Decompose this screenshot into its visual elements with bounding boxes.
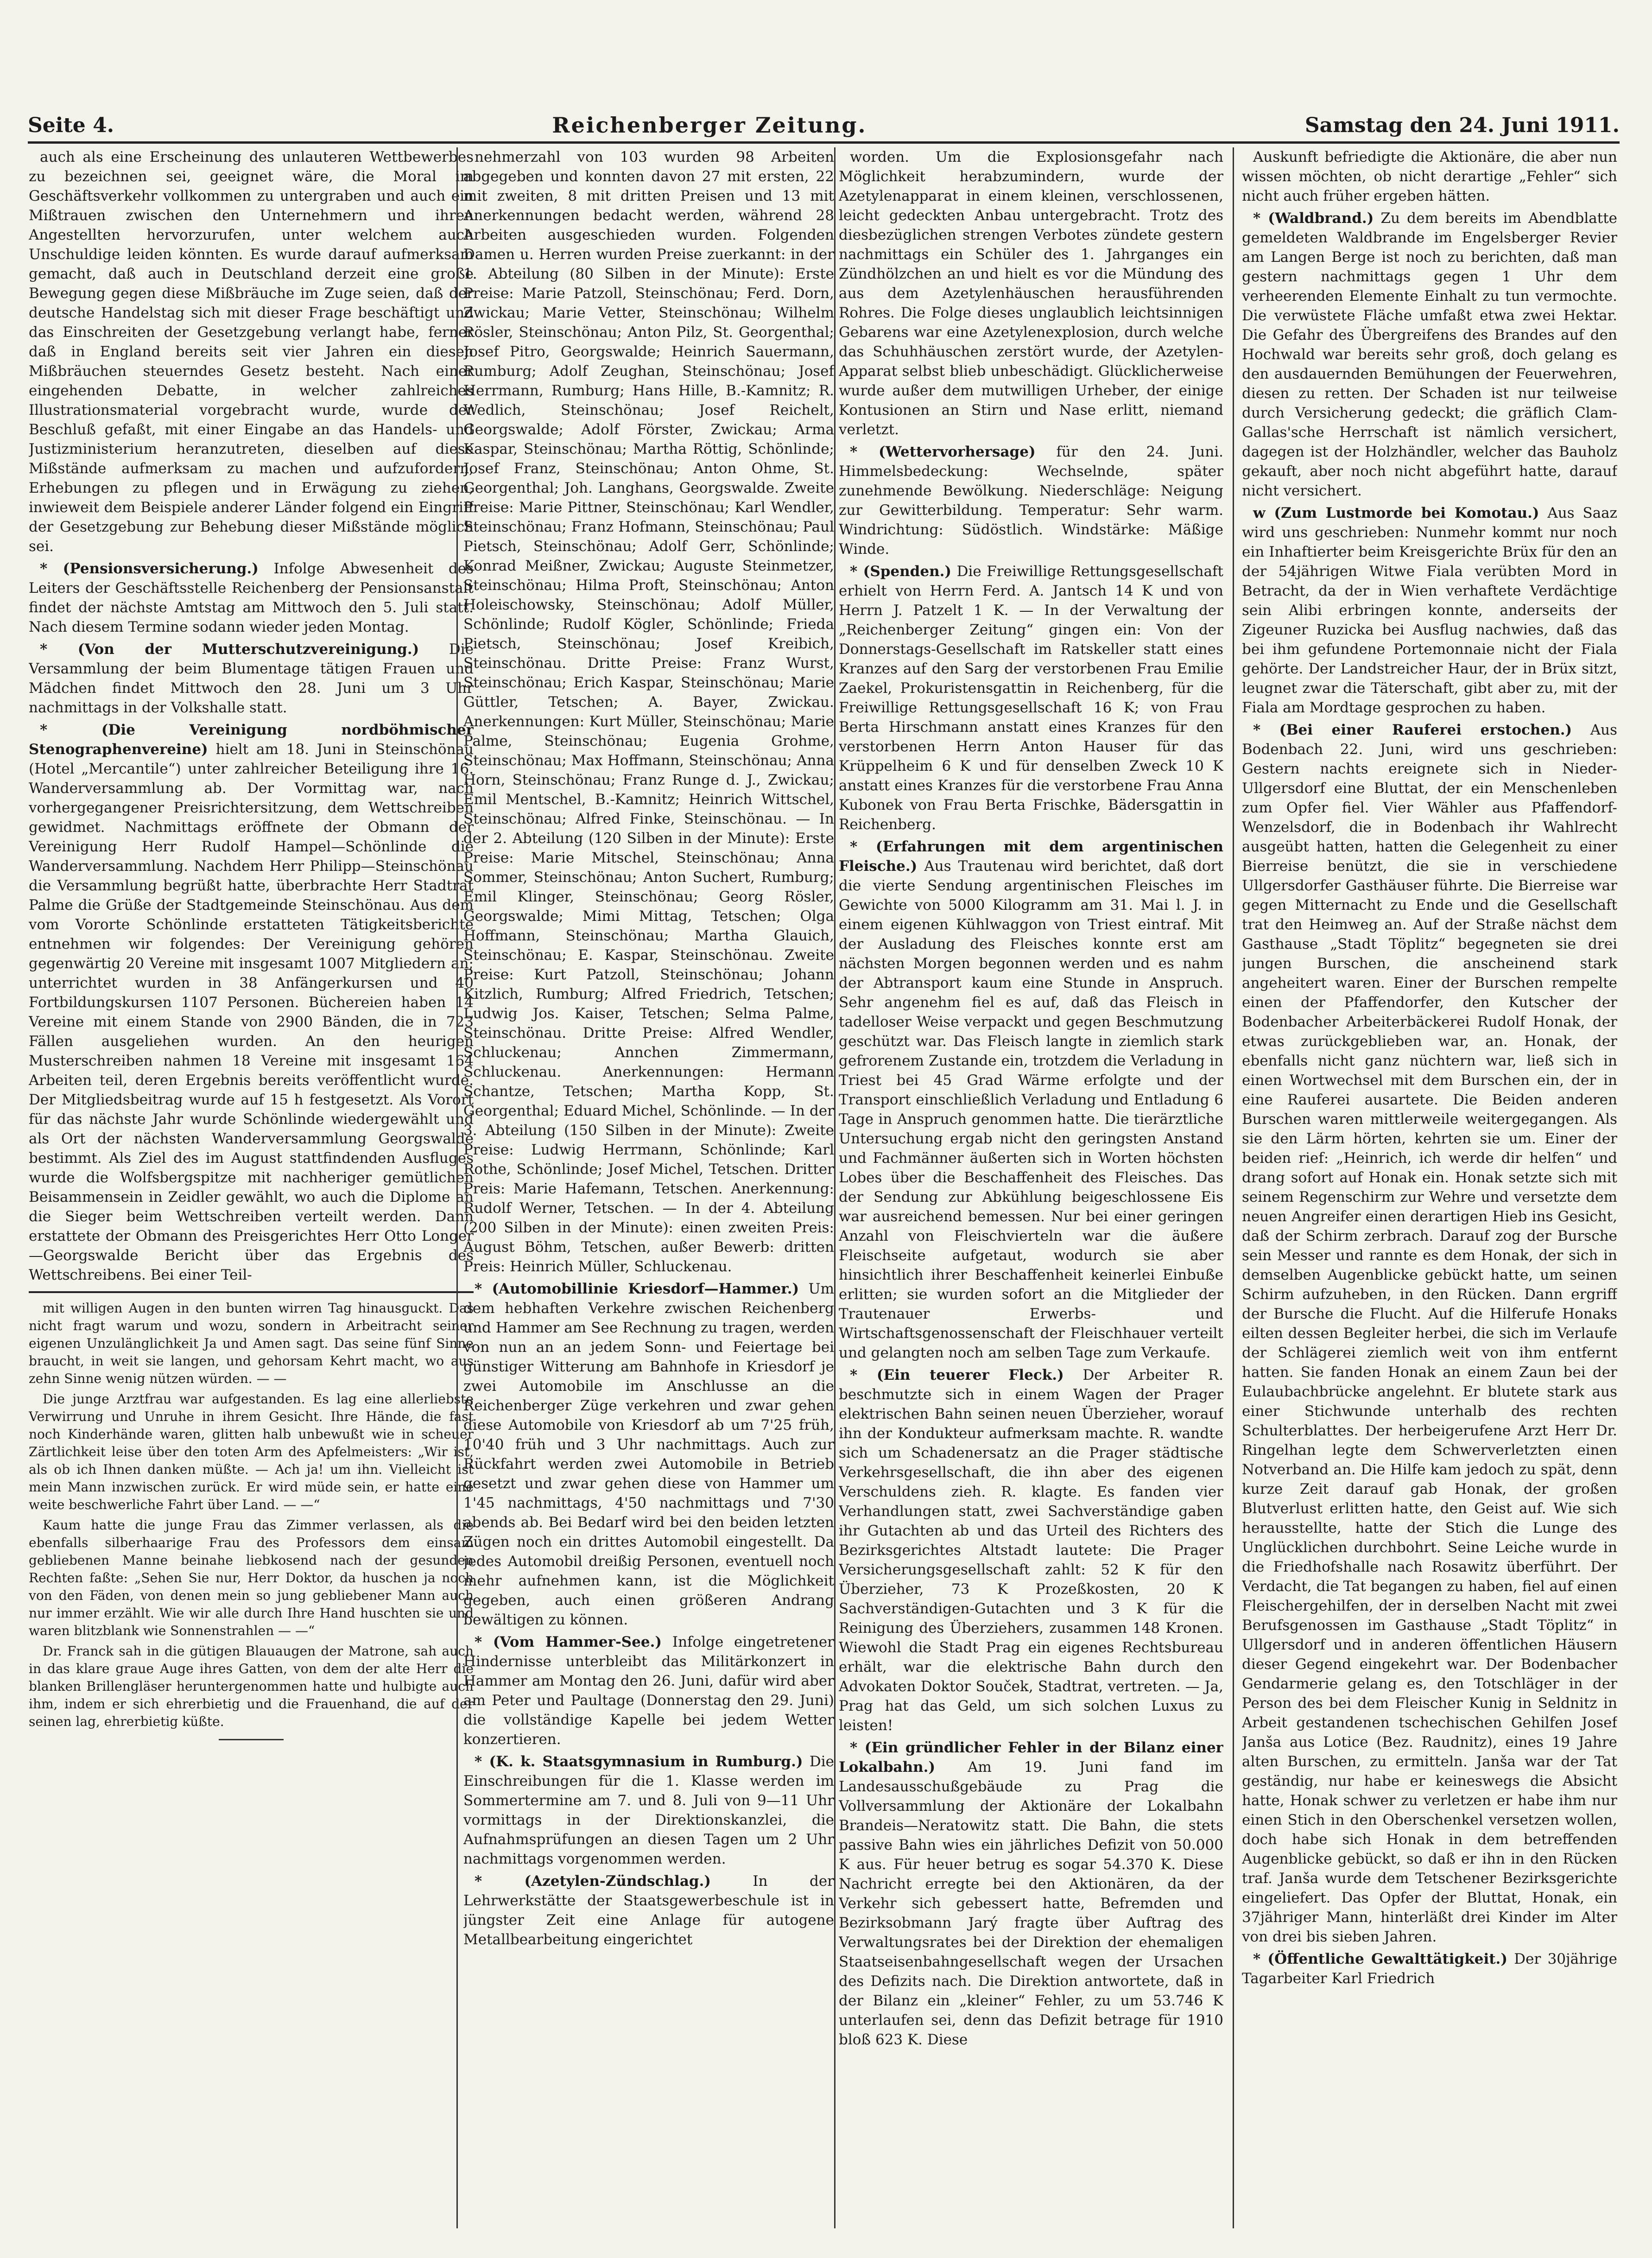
article-heading: * (Wettervorhersage) (850, 444, 1036, 460)
article-text: hielt am 18. Juni in Steinschönau (Hotel „Mercantile“) unter zahlreicher Beteiligung ihre 16. Wanderversammlung ab. Der Vormittag war, nach vorhergegangener Preisrichtersitzung, dem Wettschreiben gewidmet. Nachmittags eröffnete der Obmann der Vereinigung Herr Rudolf Hampel—Schönlinde die Wanderversammlung. Nachdem Herr Philipp—Steinschönau die Versammlung begrüßt hatte, überbrachte Herr Stadtrat Palme die Grüße der Stadtgemeinde Steinschönau. Aus dem vom Vororte Schönlinde erstatteten Tätigkeitsberichte entnehmen wir folgendes: Der Vereinigung gehören gegenwärtig 20 Vereine mit insgesamt 1007 Mitgliedern an; unterrichtet wurden in 38 Anfängerkursen und 40 Fortbildungskursen 1107 Personen. Büchereien haben 14 Vereine mit einem Stande von 2900 Bänden, die in 723 Fällen ausgeliehen wurden. An den heurigen Musterschreiben nahmen 18 Vereine mit insgesamt 164 Arbeiten teil, deren Ergebnis bereits veröffentlicht wurde. Der Mitgliedsbeitrag wurde auf 15 h festgesetzt. Als Vorort für das nächste Jahr wurde Schönlinde wiedergewählt und als Ort der nächsten Wanderversammlung Georgswalde bestimmt. Als Ziel des im August stattfindenden Ausfluges wurde die Wolfsbergspitze mit nachheriger gemütlichen Beisammensein in Zeidler gewählt, wo auch die Diplome an die Sieger beim Wettschreiben verteilt werden. Dann erstattete der Obmann des Preisgerichtes Herr Otto Longer—Georgswalde Bericht über das Ergebnis des Wettschreibens. Bei einer Teil- (29, 741, 474, 1283)
article-paragraph (1242, 720, 1617, 1947)
article-text: nehmerzahl von 103 wurden 98 Arbeiten abgegeben und konnten davon 27 mit ersten, 22 mit zweiten, 8 mit dritten Preisen und 13 mit Anerkennungen bedacht werden, während 28 Arbeiten ausgeschieden wurden. Folgenden Damen u. Herren wurden Preise zuerkannt: in der 1. Abteilung (80 Silben in der Minute): Erste Preise: Marie Patzoll, Steinschönau; Ferd. Dorn, Zwickau; Marie Vetter, Steinschönau; Wilhelm Rösler, Steinschönau; Anton Pilz, St. Georgenthal; Josef Pitro, Georgswalde; Heinrich Sauermann, Rumburg; Adolf Zeughan, Steinschönau; Josef Herrmann, Rumburg; Hans Hille, B.-Kamnitz; R. Wedlich, Steinschönau; Josef Reichelt, Georgswalde; Adolf Förster, Zwickau; Arma Kaspar, Steinschönau; Martha Röttig, Schönlinde; Josef Franz, Steinschönau; Anton Ohme, St. Georgenthal; Joh. Langhans, Georgswalde. Zweite Preise: Marie Pittner, Steinschönau; Karl Wendler, Steinschönau; Franz Hofmann, Steinschönau; Paul Pietsch, Steinschönau; Adolf Gerr, Schönlinde; Konrad Meißner, Zwickau; Auguste Steinmetzer, Steinschönau; Hilma Proft, Steinschönau; Anton Holeischowsky, Steinschönau; Adolf Müller, Schönlinde; Rudolf Kögler, Schönlinde; Frieda Pietsch, Steinschönau; Josef Kreibich, Steinschönau. Dritte Preise: Franz Wurst, Steinschönau; Erich Kaspar, Steinschönau; Marie Güttler, Tetschen; A. Bayer, Zwickau. Anerkennungen: Kurt Müller, Steinschönau; Marie Palme, Steinschönau; Eugenia Grohme, Steinschönau; Max Hoffmann, Steinschönau; Anna Horn, Steinschönau; Franz Runge d. J., Zwickau; Emil Mentschel, B.-Kamnitz; Heinrich Wittschel, Steinschönau; Alfred Finke, Steinschönau. — In der 2. Abteilung (120 Silben in der Minute): Erste Preise: Marie Mitschel, Steinschönau; Anna Sommer, Steinschönau; Anton Suchert, Rumburg; Emil Klinger, Steinschönau; Georg Rösler, Georgswalde; Mimi Mittag, Tetschen; Olga Hoffmann, Steinschönau; Martha Glauich, Steinschönau; E. Kaspar, Steinschönau. Zweite Preise: Kurt Patzoll, Steinschönau; Johann Kitzlich, Rumburg; Alfred Friedrich, Tetschen; Ludwig Jos. Kaiser, Tetschen; Selma Palme, Steinschönau. Dritte Preise: Alfred Wendler, Schluckenau; Annchen Zimmermann, Schluckenau. Anerkennungen: Hermann Schantze, Tetschen; Martha Kopp, St. Georgenthal; Eduard Michel, Schönlinde. — In der 3. Abteilung (150 Silben in der Minute): Zweite Preise: Ludwig Herrmann, Schönlinde; Karl Rothe, Schönlinde; Josef Michel, Tetschen. Dritter Preis: Marie Hafemann, Tetschen. Anerkennung: Rudolf Werner, Tetschen. — In der 4. Abteilung (200 Silben in der Minute): einen zweiten Preis: August Böhm, Tetschen, außer Bewerb: dritten Preis: Heinrich Müller, Schluckenau. (463, 149, 834, 1275)
article-text: Aus Bodenbach 22. Juni, wird uns geschrieben: Gestern nachts ereignete sich in Nieder-Ullgersdorf eine Bluttat, der ein Menschenleben zum Opfer fiel. Vier Wähler aus Pfaffendorf-Wenzelsdorf, die in Bodenbach ihr Wahlrecht ausgeübt hatten, hatten die Gelegenheit zu einer Bierreise benützt, die sie in verschiedene Ullgersdorfer Gasthäuser führte. Die Bierreise war gegen Mitternacht zu Ende und die Gesellschaft trat den Heimweg an. Auf der Straße nächst dem Gasthause „Stadt Töplitz“ begegneten sie drei jungen Burschen, die anscheinend stark angeheitert waren. Einer der Burschen rempelte einen der Pfaffendorfer, den Kutscher der Bodenbacher Arbeiterbäckerei Rudolf Honak, der etwas zurückgeblieben war, an. Honak, der ebenfalls nicht ganz nüchtern war, ließ sich in einen Wortwechsel mit dem Burschen ein, der in eine Rauferei ausartete. Die Beiden anderen Burschen waren mittlerweile weitergegangen. Als sie den Lärm hörten, kehrten sie um. Einer der beiden rief: „Heinrich, ich werde dir helfen“ und drang sofort auf Honak ein. Honak setzte sich mit seinem Regenschirm zur Wehre und versetzte dem neuen Angreifer einen derartigen Hieb ins Gesicht, daß der Schirm zerbrach. Darauf zog der Bursche sein Messer und rannte es dem Honak, der sich in demselben Augenblicke gebückt hatte, um seinen Schirm aufzuheben, in den Rücken. Dann ergriff der Bursche die Flucht. Auf die Hilferufe Honaks eilten dessen Begleiter herbei, die sich im Verlaufe der Schlägerei ziemlich weit von ihm entfernt hatten. Sie fanden Honak an einem Zaun bei der Eulaubachbrücke angelehnt. Er blutete stark aus einer Stichwunde unterhalb des rechten Schulterblattes. Der herbeigerufene Arzt Herr Dr. Ringelhan legte dem Schwerverletzten einen Notverband an. Die Hilfe kam jedoch zu spät, denn kurze Zeit darauf gab Honak, der großen Blutverlust erlitten hatte, den Geist auf. Wie sich herausstellte, hatte der Stich die Lunge des Unglücklichen durchbohrt. Seine Leiche wurde in die Friedhofshalle nach Rosawitz überführt. Der Verdacht, die Tat begangen zu haben, fiel auf einen Fleischergehilfen, der in derselben Nacht mit zwei Berufsgenossen im Gasthause „Stadt Töplitz“ in Ullgersdorf und in anderen öffentlichen Häusern dieser Gegend eingekehrt war. Der Bodenbacher Gendarmerie gelang es, den Totschläger in der Person des bei dem Fleischer Kunig in Seldnitz in Arbeit gestandenen tschechischen Gehilfen Josef Janša aus Lotice (Bez. Raudnitz), eines 19 Jahre alten Burschen, zu ermitteln. Janša war der Tat geständig, nur habe er keineswegs die Absicht hatte, Honak schwer zu verletzen er habe ihm nur einen Stich in den Oberschenkel versetzen wollen, doch habe sich Honak in dem betreffenden Augenblicke gebückt, so daß er ihn in den Rücken traf. Janša wurde dem Tetschener Bezirksgerichte eingeliefert. Das Opfer der Bluttat, Honak, ein 37jähriger Mann, hinterläßt drei Kinder im Alter von drei bis sieben Jahren. (1242, 722, 1617, 1945)
article-paragraph (463, 1752, 834, 1869)
article-heading: * (Öffentliche Gewalttätigkeit.) (1253, 1951, 1508, 1967)
article-text: Aus Trautenau wird berichtet, daß dort die vierte Sendung argentinischen Fleisches im Gewichte von 5000 Kilogramm am 31. Mai l. J. in einem eigenen Kühlwaggon von Triest eintraf. Mit der Ausladung des Fleisches konnte erst am nächsten Morgen begonnen werden und es nahm der Abtransport kaum eine Stunde in Anspruch. Sehr angenehm fiel es auf, daß das Fleisch in tadelloser Weise verpackt und gegen Beschmutzung geschützt war. Das Fleisch langte in ziemlich stark gefrorenem Zustande ein, trotzdem die Verladung in Triest bei 45 Grad Wärme erfolgte und der Transport einschließlich Verladung und Entladung 6 Tage in Anspruch genommen hatte. Die tierärztliche Untersuchung ergab nicht den geringsten Anstand und Fachmänner äußerten sich in Worten höchsten Lobes über die Beschaffenheit des Fleisches. Das der Sendung zur Abkühlung beigeschlossene Eis war ausreichend bemessen. Nur bei einer geringen Anzahl von Fleischvierteln war die äußere Fleischseite aufgetaut, wodurch sie aber hinsichtlich ihrer Beschaffenheit keinerlei Einbuße erlitten; sie wurden sofort an die Mitglieder der Trautenauer Erwerbs- und Wirtschaftsgenossenschaft der Fleischhauer verteilt und gelangten noch am selben Tage zum Verkaufe. (839, 858, 1223, 1361)
page-number: Seite 4. (28, 113, 114, 137)
newspaper-title: Reichenberger Zeitung. (552, 113, 867, 138)
column-3 (839, 147, 1223, 2228)
article-paragraph (463, 1632, 834, 1749)
article-text: Aus Saaz wird uns geschrieben: Nunmehr kommt nur noch ein Inhaftierter beim Kreisgerichte Brüx für den an der 54jährigen Witwe Fiala verübten Mord in Betracht, da der in Wien verhaftete Verdächtige sein Alibi erbringen konnte, anderseits der Zigeuner Ruzicka bei Ausflug nachwies, daß das bei ihm gefundene Portemonnaie nicht der Fiala gehörte. Der Landstreicher Haur, der in Brüx sitzt, leugnet zwar die Täterschaft, gibt aber zu, mit der Fiala am Mordtage gesprochen zu haben. (1242, 505, 1617, 716)
feuilleton-text: Die junge Arztfrau war aufgestanden. Es lag eine allerliebste Verwirrung und Unruhe in ihrem Gesicht. Ihre Hände, die fast noch Kinderhände waren, glitten halb unbewußt wie in scheuer Zärtlichkeit leise über den toten Arm des Apfelmeisters: „Wir ist, als ob ich Ihnen danken müßte. — Ach ja! um ihn. Vielleicht ist mein Mann inzwischen zurück. Er wird müde sein, er hatte eine weite beschwerliche Fahrt über Land. — —“ (29, 1391, 474, 1512)
article-paragraph (1242, 209, 1617, 501)
article-text: Zu dem bereits im Abendblatte gemeldeten Waldbrande im Engelsberger Revier am Langen Berge ist noch zu berichten, daß man gestern nachmittags gegen 1 Uhr dem verheerenden Elemente Einhalt zu tun vermochte. Die verwüstete Fläche umfaßt etwa zwei Hektar. Die Gefahr des Übergreifens des Brandes auf den Hochwald war bereits sehr groß, doch gelang es den ausdauernden Bemühungen der Feuerwehren, diesen zu retten. Der Schaden ist nur teilweise durch Versicherung gedeckt; die gräflich Clam-Gallas'sche Herrschaft ist nämlich versichert, dagegen ist der Holzhändler, welcher das Bauholz gekauft, aber noch nicht abgeführt hatte, darauf nicht versichert. (1242, 210, 1617, 499)
article-text: Um dem hebhaften Verkehre zwischen Reichenberg und Hammer am See Rechnung zu tragen, werden von nun an an jedem Sonn- und Feiertage bei günstiger Witterung am Bahnhofe in Kriesdorf je zwei Automobile im Anschlusse an die Reichenberger Züge verkehren und zwar gehen diese Automobile von Kriesdorf ab um 7'25 früh, 10'40 früh und 3 Uhr nachmittags. Auch zur Rückfahrt werden zwei Automobile in Betrieb gesetzt und zwar gehen diese von Hammer um 1'45 nachmittags, 4'50 nachmittags und 7'30 abends ab. Bei Bedarf wird bei den beiden letzten Zügen noch ein drittes Automobil eingestellt. Da jedes Automobil dreißig Personen, eventuell noch mehr aufnehmen kann, ist die Möglichkeit gegeben, auch einen größeren Andrang bewältigen zu können. (463, 1281, 834, 1628)
article-heading: * (Azetylen-Zündschlag.) (475, 1873, 711, 1890)
article-paragraph (1242, 503, 1617, 717)
masthead-rule (28, 141, 1620, 144)
article-paragraph (839, 442, 1223, 559)
article-text: Infolge eingetretener Hindernisse unterbleibt das Militärkonzert in Hammer am Montag den 26. Juni, dafür wird aber am Peter und Paultage (Donnerstag den 29. Juni) die vollständige Kapelle bei jedem Wetter konzertieren. (463, 1634, 834, 1748)
article-heading: * (Vom Hammer-See.) (475, 1634, 662, 1650)
feuilleton-text: Kaum hatte die junge Frau das Zimmer verlassen, als die ebenfalls silberhaarige Frau des Professors dem einsam gebliebenen Manne beinahe liebkosend nach der gesunden Rechten faßte: „Sehen Sie nur, Herr Doktor, da huschen ja noch von den Fäden, von denen mein so jung gebliebener Mann auch nur immer erzählt. Wie wir alle durch Ihre Hand huschten sie und waren blitzblank wie Sonnenstrahlen — —“ (29, 1517, 474, 1638)
end-rule (219, 1739, 284, 1740)
article-text: Der Arbeiter R. beschmutzte sich in einem Wagen der Prager elektrischen Bahn seinen neuen Überzieher, worauf ihn der Konduktеur aufmerksam machte. R. wandte sich um Schadenersatz an die Prager städtische Verkehrsgesellschaft, die ihn aber des eigenen Verschuldens zieh. R. klagte. Es fanden vier Verhandlungen statt, zwei Sachverständige gaben ihr Gutachten ab und das Urteil des Richters des Bezirksgerichtes Altstadt lautete: Die Prager Versicherungsgesellschaft zahlt: 52 K für den Überzieher, 73 K Prozeßkosten, 20 K Sachverständigen-Gutachten und 3 K für die Reinigung des Überziehers, zusammen 148 Kronen. Wiewohl die Stadt Prag ein eigenes Rechtsbureau erhält, war die elektrische Bahn durch den Advokaten Doktor Souček, Stadtrat, vertreten. — Ja, Prag hat das Geld, um sich solchen Luxus zu leisten! (839, 1367, 1223, 1734)
article-heading: * (Automobillinie Kriesdorf—Hammer.) (475, 1281, 799, 1297)
article-heading: * (Pensionsversicherung.) (40, 560, 259, 577)
article-paragraph (463, 1871, 834, 1949)
article-heading: * (Erfahrungen mit dem argentinischen Fleische.) (839, 838, 1223, 875)
article-paragraph (29, 640, 474, 717)
article-paragraph (839, 562, 1223, 834)
article-heading: * (Spenden.) (850, 563, 952, 580)
article-text: Der 30jährige Tagarbeiter Karl Friedrich (1242, 1951, 1617, 1987)
article-paragraph (839, 1738, 1223, 2049)
article-text: In der Lehrwerkstätte der Staatsgewerbeschule ist in jüngster Zeit eine Anlage für autogene Metallbearbeitung eingerichtet (463, 1873, 834, 1948)
article-heading: * (Bei einer Rauferei erstochen.) (1253, 722, 1572, 738)
article-heading: * (Ein teuerer Fleck.) (850, 1367, 1064, 1383)
article-text: Die Einschreibungen für die 1. Klasse werden im Sommertermine am 7. und 8. Juli von 9—11 Uhr vormittags in der Direktionskanzlei, die Aufnahmsprüfungen an diesen Tagen um 2 Uhr nachmittags vorgenommen werden. (463, 1753, 834, 1867)
feuilleton-text: Dr. Franck sah in die gütigen Blauaugen der Matrone, sah auch in das klare graue Auge ihres Gatten, von dem der alte Herr die blanken Brillengläser heruntergenommen hatte und hulbigte auch ihm, indem er sich ehrerbietig und die Frauenhand, die auf der seinen lag, ehrerbietig küßte. (29, 1643, 474, 1729)
column-rule (456, 147, 458, 2228)
article-paragraph (839, 1365, 1223, 1735)
article-text: auch als eine Erscheinung des unlauteren Wettbewerbes zu bezeichnen sei, geeignet wäre, die Moral im Geschäftsverkehr vollkommen zu untergraben und auch ein Mißtrauen zwischen den Unternehmern und ihren Angestellten hervorzurufen, unter welchem auch Unschuldige leiden könnten. Es wurde darauf aufmerksam gemacht, daß auch in Deutschland derzeit eine große Bewegung gegen diese Mißbräuche im Zuge seien, daß der deutsche Handelstag sich mit dieser Frage beschäftigt und das Einschreiten der Gesetzgebung verlangt habe, ferner daß in England bereits seit vier Jahren ein diesen Mißbräuchen steuerndes Gesetz besteht. Nach einer eingehenden Debatte, in welcher zahlreiches Illustrationsmaterial vorgebracht wurde, wurde der Beschluß gefaßt, mit einer Eingabe an das Handels- und Justizministerium heranzutreten, dieselben auf diese Mißstände aufmerksam zu machen und aufzufordern, Erhebungen zu pflegen und in Erwägung zu ziehen, inwieweit dem Beispiele anderer Länder folgend ein Eingriff der Gesetzgebung zur Behebung dieser Mißstände möglich sei. (29, 149, 474, 555)
article-heading: * (Von der Mutterschutzvereinigung.) (40, 641, 419, 658)
article-paragraph (29, 720, 474, 1285)
article-heading: * (Ein gründlicher Fehler in der Bilanz einer Lokalbahn.) (839, 1739, 1223, 1776)
feuilleton-text: mit willigen Augen in den bunten wirren Tag hinausguckt. Das nicht fragt warum und wozu, sondern in Arbeitracht seiner eigenen Unzulänglichkeit Ja und Amen sagt. Das seine fünf Sinne braucht, in weit sie langen, und gehorsam Kehrt macht, wo aus zehn Sinne wenig nützen würden. — — (29, 1300, 474, 1386)
article-paragraph (29, 559, 474, 637)
masthead (28, 111, 1620, 139)
column-rule (834, 147, 835, 2228)
article-heading: * (Die Vereinigung nordböhmischer Stenographenvereine) (29, 722, 474, 758)
column-1 (29, 147, 474, 2228)
article-text: Am 19. Juni fand im Landesausschußgebäude zu Prag die Vollversammlung der Aktionäre der Lokalbahn Brandeis—Neratowitz statt. Die Bahn, die stets passive Bahn wies ein jährliches Defizit von 50.000 K aus. Für heuer betrug es sogar 54.370 K. Diese Nachricht erregte bei den Aktionären, da der Verkehr sich gebessert hatte, Befremden und Bezirksobmann Jarý fragte über Auftrag des Verwaltungsrates bei der Direktion der ehemaligen Staatseisenbahngesellschaft wegen der Ursachen des Defizits nach. Die Direktion antwortete, daß in der Bilanz ein „kleiner“ Fehler, zu um 53.746 K unterlaufen sei, denn das Defizit betrage für 1910 bloß 623 K. Diese (839, 1759, 1223, 2048)
article-text: Infolge Abwesenheit des Leiters der Geschäftsstelle Reichenberg der Pensionsanstalt findet der nächste Amtstag am Mittwoch den 5. Juli statt. Nach diesem Termine sodann wieder jeden Montag. (29, 560, 474, 635)
feuilleton (29, 1300, 474, 1740)
article-heading: * (Waldbrand.) (1253, 210, 1374, 227)
column-4 (1242, 147, 1617, 2228)
article-heading: * (K. k. Staatsgymnasium in Rumburg.) (475, 1753, 803, 1770)
column-rule (1233, 147, 1234, 2228)
article-text: Auskunft befriedigte die Aktionäre, die aber nun wissen möchten, ob nicht derartige „Fehler“ sich nicht auch früher ergeben hätten. (1242, 149, 1617, 204)
article-text: für den 24. Juni. Himmelsbedeckung: Wechselnde, später zunehmende Bewölkung. Niederschläge: Neigung zur Gewitterbildung. Temperatur: Sehr warm. Windrichtung: Südöstlich. Windstärke: Mäßige Winde. (839, 444, 1223, 558)
article-paragraph (463, 1279, 834, 1630)
article-heading: w (Zum Lustmorde bei Komotau.) (1253, 505, 1539, 521)
article-text: worden. Um die Explosionsgefahr nach Möglichkeit herabzumindern, wurde der Azetylenapparat in einem kleinen, verschlossenen, leicht gedeckten Anbau untergebracht. Trotz des diesbezüglichen strengen Verbotes zündete gestern nachmittags ein Schüler des 1. Jahrganges ein Zündhölzchen an und hielt es vor die Mündung des aus dem Azetylenhäuschen herausführenden Rohres. Die Folge dieses unglaublich leichtsinnigen Gebarens war eine Azetylenexplosion, durch welche das Schuhhäuschen zerstört wurde, der Azetylen-Apparat selbst blieb unbeschädigt. Glücklicherweise wurde außer dem mutwilligen Urheber, der einige Kontusionen an Stirn und Nase erlitt, niemand verletzt. (839, 149, 1223, 438)
column-2 (463, 147, 834, 2228)
article-paragraph (839, 837, 1223, 1363)
feuilleton-rule (29, 1291, 474, 1293)
article-paragraph (1242, 1949, 1617, 1988)
article-text: Die Freiwillige Rettungsgesellschaft erhielt von Herrn Ferd. A. Jantsch 14 K und von Herrn J. Patzelt 1 K. — In der Verwaltung der „Reichenberger Zeitung“ gingen ein: Von der Donnerstags-Gesellschaft im Ratskeller statt eines Kranzes auf den Sarg der verstorbenen Frau Emilie Zaekel, Prokuristensgattin in Reichenberg, für die Freiwillige Rettungsgesellschaft 16 K; von Frau Berta Hirschmann anstatt eines Kranzes für den verstorbenen Herrn Anton Hauser für das Krüppelheim 6 K und für denselben Zweck 10 K anstatt eines Kranzes für die verstorbene Frau Anna Kubonek von Frau Berta Frischke, Bädersgattin in Reichenberg. (839, 563, 1223, 833)
issue-date: Samstag den 24. Juni 1911. (1304, 113, 1620, 137)
article-text: Die Versammlung der beim Blumentage tätigen Frauen und Mädchen findet Mittwoch den 28. Juni um 3 Uhr nachmittags in der Volkshalle statt. (29, 641, 474, 716)
